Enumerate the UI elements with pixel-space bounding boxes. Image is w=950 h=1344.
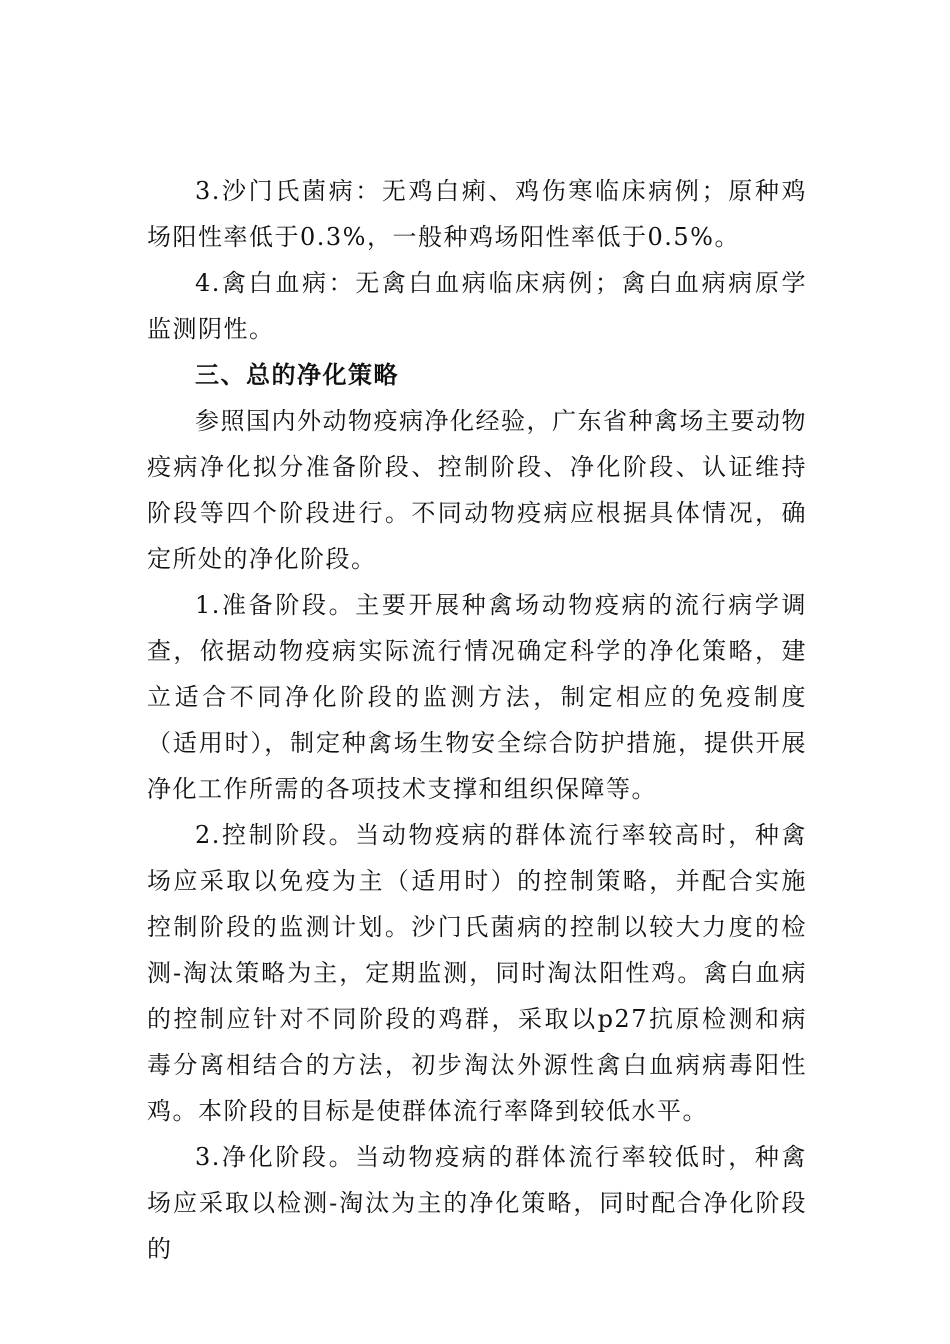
paragraph-salmonella: 3.沙门氏菌病：无鸡白痢、鸡伤寒临床病例；原种鸡场阳性率低于0.3%，一般种鸡场阳性率低于0.5%。 xyxy=(147,177,807,251)
paragraph-control-stage: 2.控制阶段。当动物疫病的群体流行率较高时，种禽场应采取以免疫为主（适用时）的控制策略，并配合实施控制阶段的监测计划。沙门氏菌病的控制以较大力度的检测-淘汰策略为主，定期监测，同时淘汰阳性鸡。禽白血病的控制应针对不同阶段的鸡群，采取以p27抗原检测和病毒分离相结合的方法，初步淘汰外源性禽白血病病毒阳性鸡。本阶段的目标是使群体流行率降到较低水平。 xyxy=(147,821,807,1125)
document-page xyxy=(147,168,807,1272)
paragraph-preparation-stage: 1.准备阶段。主要开展种禽场动物疫病的流行病学调查，依据动物疫病实际流行情况确定科学的净化策略，建立适合不同净化阶段的监测方法，制定相应的免疫制度（适用时），制定种禽场生物安全综合防护措施，提供开展净化工作所需的各项技术支撑和组织保障等。 xyxy=(147,591,807,803)
paragraph-strategy-intro: 参照国内外动物疫病净化经验，广东省种禽场主要动物疫病净化拟分准备阶段、控制阶段、净化阶段、认证维持阶段等四个阶段进行。不同动物疫病应根据具体情况，确定所处的净化阶段。 xyxy=(147,407,807,573)
section-heading: 三、总的净化策略 xyxy=(195,361,399,389)
paragraph-avian-leukosis: 4.禽白血病：无禽白血病临床病例；禽白血病病原学监测阴性。 xyxy=(147,269,807,343)
paragraph-purification-stage: 3.净化阶段。当动物疫病的群体流行率较低时，种禽场应采取以检测-淘汰为主的净化策略，同时配合净化阶段的 xyxy=(147,1143,807,1263)
